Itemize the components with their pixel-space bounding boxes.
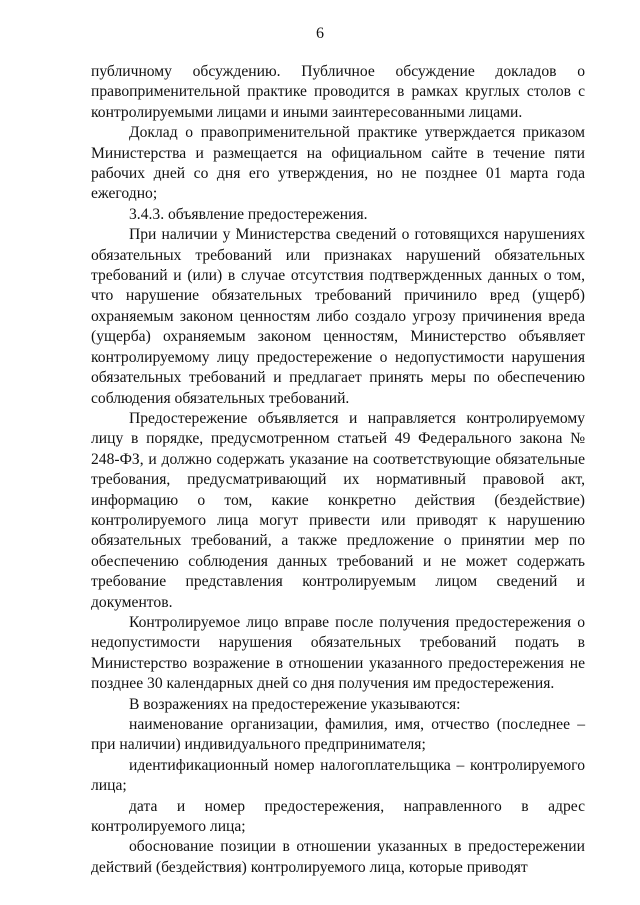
paragraph-warning-content: Предостережение объявляется и направляется контролируемому лицу в порядке, предусмотренном статьей 49 Федерального закона № 248-ФЗ, и должно содержать указание на соответствующие обязательные требования, предусматривающий их нормативный правовой акт, информацию о том, какие конкретно действия (бездействие) контролируемого лица могут привести или приводят к нарушению обязательных требований, а также предложение о принятии мер по обеспечению соблюдения данных требований и не может содержать требование представления контролируемым лицом сведений и документов.	[91, 409, 585, 611]
page-number: 6	[316, 25, 324, 42]
paragraph-public-discussion: публичному обсуждению. Публичное обсуждение докладов о правоприменительной практике проводится в рамках круглых столов с контролируемыми лицами и иными заинтересованными лицами.	[91, 63, 585, 121]
paragraph-report-approval: Доклад о правоприменительной практике утверждается приказом Министерства и размещается на официальном сайте в течение пяти рабочих дней со дня его утверждения, но не позднее 01 марта года ежегодно;	[91, 124, 585, 203]
paragraph-warning-grounds: При наличии у Министерства сведений о готовящихся нарушениях обязательных требований или признаках нарушений обязательных требований и (или) в случае отсутствия подтвержденных данных о том, что нарушение обязательных требований причинило вред (ущерб) охраняемым законом ценностям либо создало угрозу причинения вреда (ущерба) охраняемым законом ценностям, Министерство объявляет контролируемому лицу предостережение о недопустимости нарушения обязательных требований и предлагает принять меры по обеспечению соблюдения обязательных требований.	[91, 226, 585, 407]
list-item-position-justification: обоснование позиции в отношении указанных в предостережении действий (бездействия) контролируемого лица, которые приводят	[91, 838, 585, 876]
paragraph-objection-contents-intro: В возражениях на предостережение указываются:	[129, 695, 461, 713]
document-body	[91, 62, 585, 878]
list-item-warning-date-number: дата и номер предостережения, направленного в адрес контролируемого лица;	[91, 797, 585, 836]
paragraph-objection-right: Контролируемое лицо вправе после получения предостережения о недопустимости нарушения обязательных требований подать в Министерство возражение в отношении указанного предостережения не позднее 30 календарных дней со дня получения им предостережения.	[91, 613, 585, 693]
list-item-organization-name: наименование организации, фамилия, имя, отчество (последнее – при наличии) индивидуального предпринимателя;	[91, 716, 585, 754]
list-item-taxpayer-id: идентификационный номер налогоплательщика – контролируемого лица;	[91, 756, 585, 795]
paragraph-section-3-4-3: 3.4.3. объявление предостережения.	[129, 205, 368, 223]
